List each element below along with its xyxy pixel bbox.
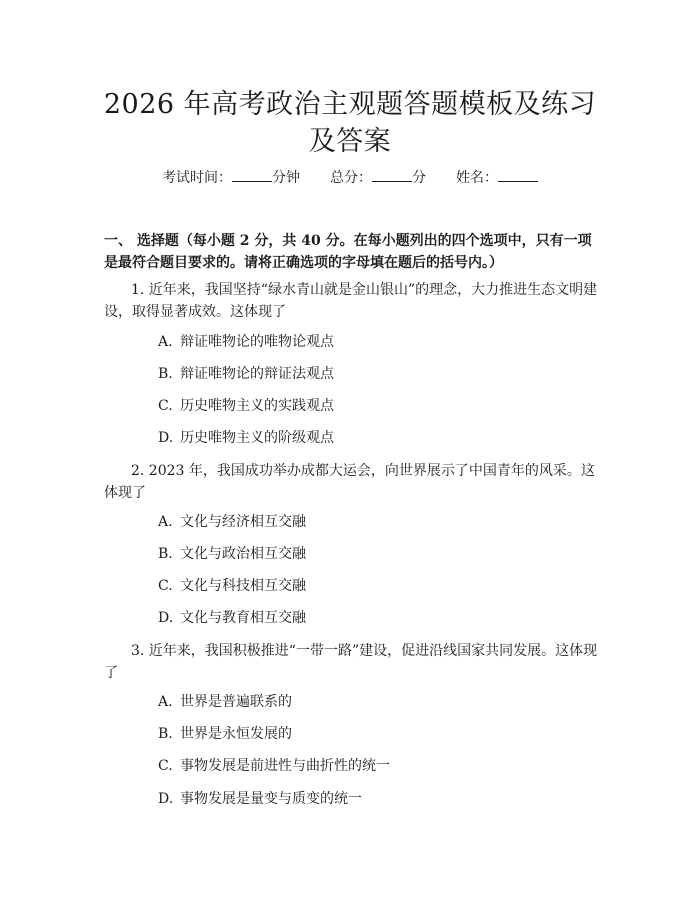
name-blank xyxy=(498,169,538,182)
time-label: 考试时间： xyxy=(162,170,232,186)
option-item xyxy=(158,692,292,712)
option-text: 文化与经济相互交融 xyxy=(180,514,306,530)
option-item xyxy=(158,428,334,448)
option-letter: B. xyxy=(158,546,173,562)
option-item xyxy=(158,789,362,809)
option-text: 世界是永恒发展的 xyxy=(180,726,292,742)
option-letter: C. xyxy=(158,398,173,414)
score-label: 总分： xyxy=(330,170,372,186)
option-letter: D. xyxy=(158,791,174,807)
option-item xyxy=(158,608,306,628)
option-item xyxy=(158,332,334,352)
option-text: 辩证唯物论的唯物论观点 xyxy=(180,334,334,350)
question-stem: 3. 近年来，我国积极推进“一带一路”建设，促进沿线国家共同发展。这体现了 xyxy=(104,643,598,681)
option-letter: A. xyxy=(158,514,173,530)
option-item xyxy=(158,576,306,596)
option-letter: D. xyxy=(158,430,174,446)
option-letter: A. xyxy=(158,694,173,710)
option-item xyxy=(158,396,334,416)
name-label: 姓名： xyxy=(456,170,498,186)
option-item xyxy=(158,756,390,776)
option-item xyxy=(158,512,306,532)
option-text: 历史唯物主义的阶级观点 xyxy=(180,430,334,446)
option-text: 文化与教育相互交融 xyxy=(180,610,306,626)
option-text: 事物发展是前进性与曲折性的统一 xyxy=(180,758,390,774)
option-letter: B. xyxy=(158,366,173,382)
option-letter: D. xyxy=(158,610,174,626)
option-text: 文化与科技相互交融 xyxy=(180,578,306,594)
option-letter: A. xyxy=(158,334,173,350)
option-text: 世界是普遍联系的 xyxy=(180,694,292,710)
question-stem: 1. 近年来，我国坚持“绿水青山就是金山银山”的理念，大力推进生态文明建设，取得显著成效。这体现了 xyxy=(104,282,598,320)
option-letter: C. xyxy=(158,758,173,774)
exam-info-line xyxy=(0,168,700,188)
time-blank xyxy=(232,169,272,182)
question-stem: 2. 2023 年，我国成功举办成都大运会，向世界展示了中国青年的风采。这体现了 xyxy=(104,463,595,501)
score-blank xyxy=(372,169,412,182)
option-item xyxy=(158,364,334,384)
option-text: 文化与政治相互交融 xyxy=(180,546,306,562)
time-unit: 分钟 xyxy=(272,170,300,186)
option-item xyxy=(158,544,306,564)
option-text: 事物发展是量变与质变的统一 xyxy=(180,791,362,807)
option-letter: B. xyxy=(158,726,173,742)
option-letter: C. xyxy=(158,578,173,594)
option-item xyxy=(158,724,292,744)
option-text: 辩证唯物论的辩证法观点 xyxy=(180,366,334,382)
option-text: 历史唯物主义的实践观点 xyxy=(180,398,334,414)
score-unit: 分 xyxy=(412,170,426,186)
page-title: 2026 年高考政治主观题答题模板及练习及答案 xyxy=(103,89,597,157)
section-heading: 一、 选择题（每小题 2 分，共 40 分。在每小题列出的四个选项中，只有一项是最符合题目要求的。请将正确选项的字母填在题后的括号内。） xyxy=(104,233,592,271)
